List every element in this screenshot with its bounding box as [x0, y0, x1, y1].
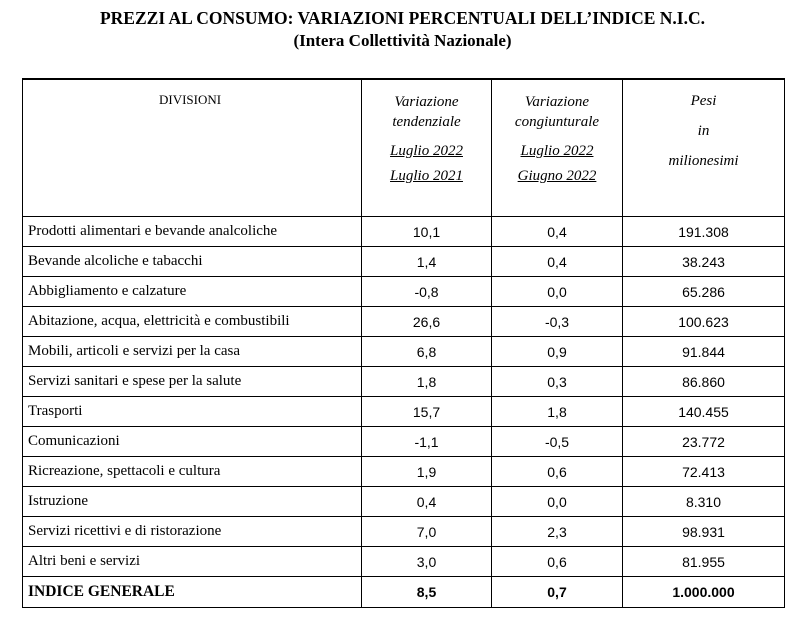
- header-congiunturale: [492, 79, 623, 217]
- row-pesi: 100.623: [623, 307, 785, 337]
- row-pesi: 72.413: [623, 457, 785, 487]
- row-divisione: Ricreazione, spettacoli e cultura: [23, 457, 362, 487]
- table-row: [23, 337, 785, 367]
- row-tendenziale: 15,7: [362, 397, 492, 427]
- header-congiunturale-num: Luglio 2022: [520, 143, 594, 159]
- table-row: [23, 367, 785, 397]
- header-tendenziale-den: Luglio 2021: [390, 168, 463, 184]
- row-divisione: Altri beni e servizi: [23, 547, 362, 577]
- row-pesi: 81.955: [623, 547, 785, 577]
- header-divisioni: DIVISIONI: [23, 79, 362, 217]
- row-pesi: 98.931: [623, 517, 785, 547]
- table-row: [23, 457, 785, 487]
- row-congiunturale: 0,3: [492, 367, 623, 397]
- row-pesi: 140.455: [623, 397, 785, 427]
- row-divisione: Abbigliamento e calzature: [23, 277, 362, 307]
- row-congiunturale: 2,3: [492, 517, 623, 547]
- row-tendenziale: 0,4: [362, 487, 492, 517]
- table-row: [23, 247, 785, 277]
- row-congiunturale: -0,5: [492, 427, 623, 457]
- table-row: [23, 397, 785, 427]
- table-row: [23, 277, 785, 307]
- row-pesi: 91.844: [623, 337, 785, 367]
- row-congiunturale: 0,0: [492, 277, 623, 307]
- row-tendenziale: 10,1: [362, 217, 492, 247]
- table-row: [23, 307, 785, 337]
- row-divisione: Istruzione: [23, 487, 362, 517]
- row-divisione: Bevande alcoliche e tabacchi: [23, 247, 362, 277]
- row-congiunturale: 0,0: [492, 487, 623, 517]
- table-row: [23, 427, 785, 457]
- row-congiunturale: 0,4: [492, 247, 623, 277]
- row-divisione: Servizi ricettivi e di ristorazione: [23, 517, 362, 547]
- row-congiunturale: 0,4: [492, 217, 623, 247]
- table-row: [23, 487, 785, 517]
- row-tendenziale: 3,0: [362, 547, 492, 577]
- row-tendenziale: 1,9: [362, 457, 492, 487]
- row-congiunturale: -0,3: [492, 307, 623, 337]
- page-subtitle: (Intera Collettività Nazionale): [293, 31, 512, 50]
- total-tendenziale: 8,5: [362, 577, 492, 608]
- table-row: [23, 547, 785, 577]
- page-title: PREZZI AL CONSUMO: VARIAZIONI PERCENTUALI DELL’INDICE N.I.C.: [99, 8, 705, 28]
- row-divisione: Trasporti: [23, 397, 362, 427]
- row-divisione: Abitazione, acqua, elettricità e combustibili: [23, 307, 362, 337]
- row-divisione: Prodotti alimentari e bevande analcoliche: [23, 217, 362, 247]
- row-tendenziale: -1,1: [362, 427, 492, 457]
- header-tendenziale: [362, 79, 492, 217]
- row-pesi: 191.308: [623, 217, 785, 247]
- row-pesi: 86.860: [623, 367, 785, 397]
- table-row: [23, 217, 785, 247]
- row-divisione: Comunicazioni: [23, 427, 362, 457]
- row-congiunturale: 0,6: [492, 457, 623, 487]
- header-pesi-line2: in: [697, 123, 710, 139]
- row-congiunturale: 1,8: [492, 397, 623, 427]
- row-tendenziale: 7,0: [362, 517, 492, 547]
- header-tendenziale-line2: tendenziale: [392, 114, 461, 130]
- total-congiunturale: 0,7: [492, 577, 623, 608]
- header-pesi-line3: milionesimi: [668, 153, 739, 169]
- header-tendenziale-line1: Variazione: [394, 94, 459, 110]
- header-congiunturale-line2: congiunturale: [514, 114, 600, 130]
- row-pesi: 8.310: [623, 487, 785, 517]
- total-row: [23, 577, 785, 608]
- row-tendenziale: 1,8: [362, 367, 492, 397]
- row-pesi: 38.243: [623, 247, 785, 277]
- header-pesi: [623, 79, 785, 217]
- row-divisione: Mobili, articoli e servizi per la casa: [23, 337, 362, 367]
- row-tendenziale: 26,6: [362, 307, 492, 337]
- table-row: [23, 517, 785, 547]
- header-pesi-line1: Pesi: [690, 93, 717, 109]
- row-tendenziale: 6,8: [362, 337, 492, 367]
- header-congiunturale-line1: Variazione: [524, 94, 590, 110]
- header-row: [23, 79, 785, 217]
- header-tendenziale-num: Luglio 2022: [390, 143, 463, 159]
- row-divisione: Servizi sanitari e spese per la salute: [23, 367, 362, 397]
- total-divisione: INDICE GENERALE: [23, 577, 362, 608]
- row-pesi: 65.286: [623, 277, 785, 307]
- row-congiunturale: 0,6: [492, 547, 623, 577]
- row-pesi: 23.772: [623, 427, 785, 457]
- row-tendenziale: 1,4: [362, 247, 492, 277]
- row-congiunturale: 0,9: [492, 337, 623, 367]
- row-tendenziale: -0,8: [362, 277, 492, 307]
- header-congiunturale-den: Giugno 2022: [517, 168, 597, 184]
- cpi-table: [22, 78, 785, 608]
- total-pesi: 1.000.000: [623, 577, 785, 608]
